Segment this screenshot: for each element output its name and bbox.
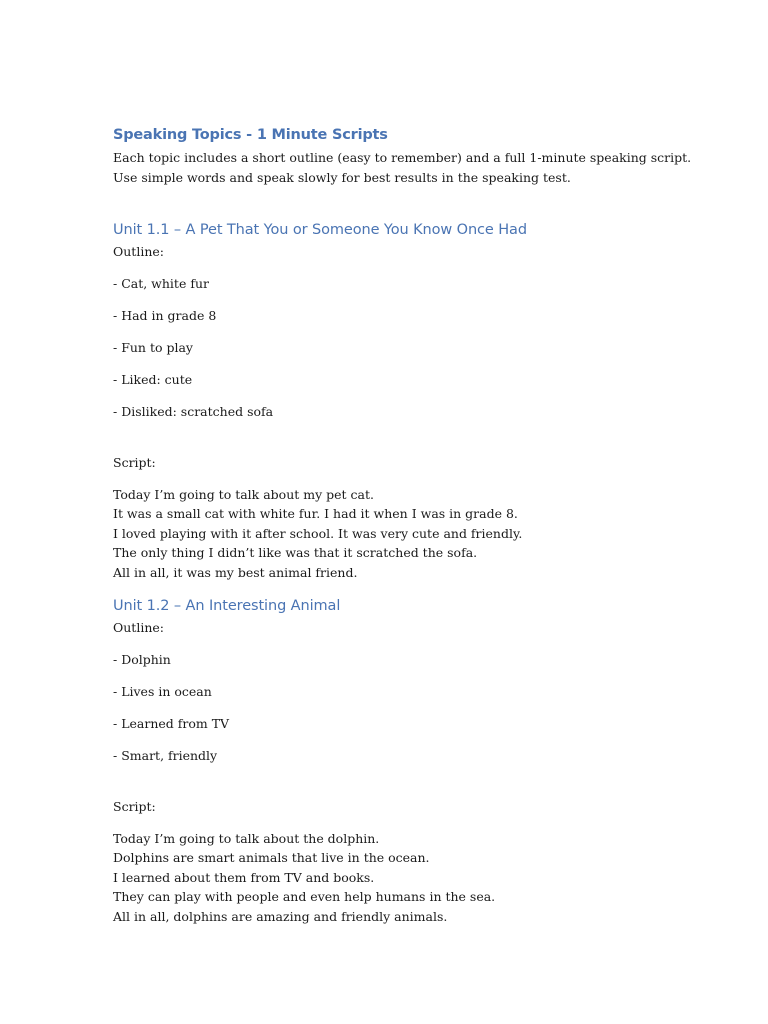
script-line: Today I’m going to talk about the dolphin. bbox=[113, 830, 380, 846]
outline-item: - Lives in ocean bbox=[113, 684, 212, 699]
script-label: Script: bbox=[113, 454, 156, 470]
script-label: Script: bbox=[113, 798, 156, 814]
outline-item: - Fun to play bbox=[113, 340, 193, 355]
script-line: Dolphins are smart animals that live in the ocean. bbox=[113, 850, 430, 865]
script-line: I learned about them from TV and books. bbox=[113, 869, 375, 885]
outline-item: - Learned from TV bbox=[113, 716, 230, 731]
outline-item: - Cat, white fur bbox=[113, 276, 209, 291]
intro-line: Each topic includes a short outline (easy to remember) and a full 1-minute speaking script. bbox=[113, 150, 692, 165]
outline-item: - Dolphin bbox=[113, 652, 171, 667]
document-title: Speaking Topics - 1 Minute Scripts bbox=[113, 127, 388, 143]
outline-label: Outline: bbox=[113, 244, 164, 259]
outline-item: - Smart, friendly bbox=[113, 748, 218, 763]
script-line: I loved playing with it after school. It was very cute and friendly. bbox=[113, 525, 523, 541]
outline-item: - Disliked: scratched sofa bbox=[113, 404, 274, 419]
script-line: It was a small cat with white fur. I had it when I was in grade 8. bbox=[113, 506, 518, 521]
script-line: All in all, it was my best animal friend. bbox=[113, 564, 358, 580]
script-line: Today I’m going to talk about my pet cat. bbox=[113, 486, 374, 502]
script-body bbox=[113, 829, 713, 927]
unit-heading: Unit 1.1 – A Pet That You or Someone You Know Once Had bbox=[113, 222, 527, 238]
outline-item: - Liked: cute bbox=[113, 372, 193, 387]
script-line: The only thing I didn’t like was that it scratched the sofa. bbox=[113, 545, 478, 560]
script-line: All in all, dolphins are amazing and friendly animals. bbox=[113, 908, 448, 924]
intro-paragraph bbox=[113, 148, 713, 187]
script-line: They can play with people and even help humans in the sea. bbox=[113, 889, 496, 904]
outline-label: Outline: bbox=[113, 620, 164, 635]
unit-section bbox=[113, 219, 713, 582]
unit-section bbox=[113, 595, 713, 926]
script-body bbox=[113, 485, 713, 583]
intro-line: Use simple words and speak slowly for best results in the speaking test. bbox=[113, 169, 571, 185]
document-content bbox=[113, 124, 713, 926]
unit-heading: Unit 1.2 – An Interesting Animal bbox=[113, 598, 341, 614]
outline-item: - Had in grade 8 bbox=[113, 308, 217, 323]
